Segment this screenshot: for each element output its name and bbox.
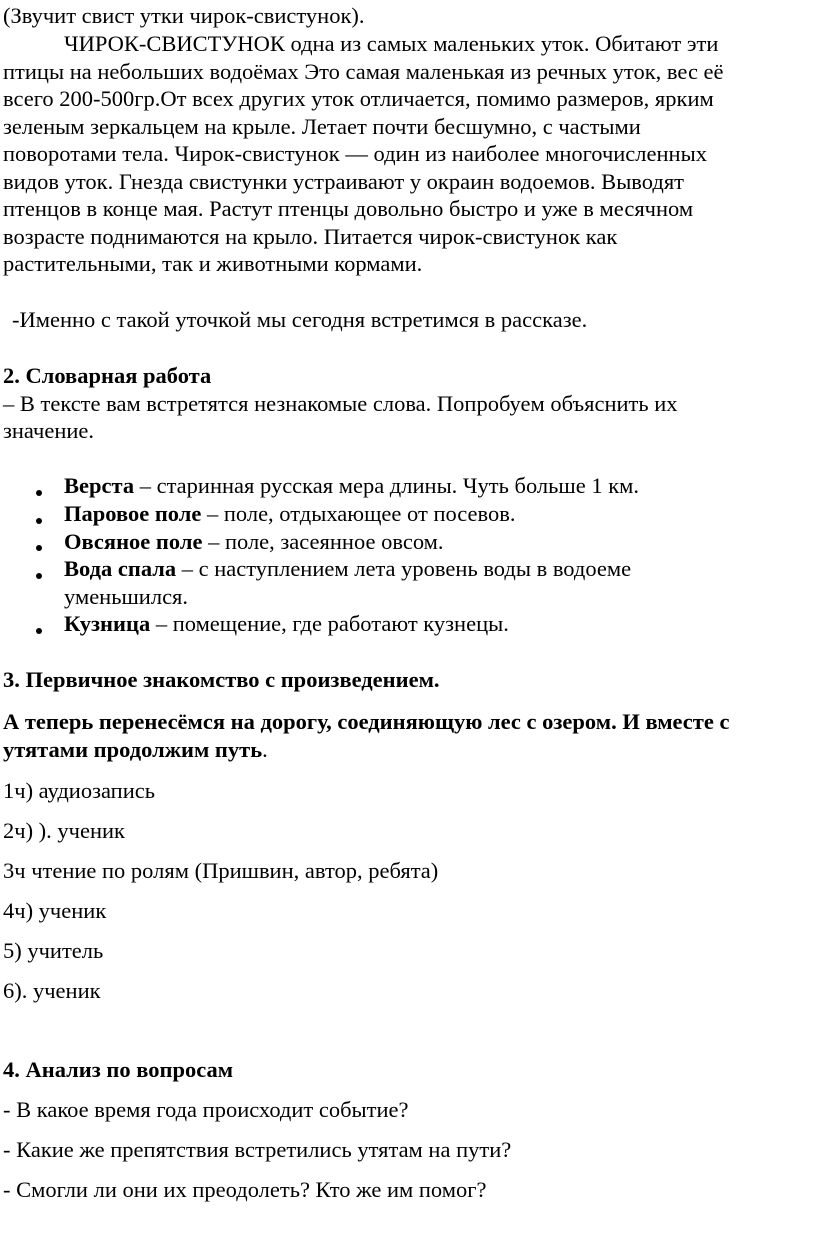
paragraph-line: растительными, так и животными кормами. — [3, 251, 423, 276]
bullet-icon — [36, 490, 42, 496]
bullet-icon — [36, 628, 42, 634]
paragraph-line: птицы на небольших водоёмах Это самая маленькая из речных уток, вес её — [3, 58, 724, 84]
paragraph-line: видов уток. Гнезда свистунки устраивают у окраин водоемов. Выводят — [3, 168, 685, 194]
reading-part: 4ч) ученик — [3, 898, 107, 923]
section-heading: 4. Анализ по вопросам — [3, 1057, 234, 1082]
bullet-icon — [36, 573, 42, 579]
paragraph-line: поворотами тела. Чирок-свистунок — один из наиболее многочисленных — [3, 141, 707, 166]
list-item: Паровое поле – поле, отдыхающее от посевов. — [64, 501, 516, 526]
paragraph-line: ЧИРОК-СВИСТУНОК одна из самых маленьких уток. Обитают эти — [64, 31, 719, 56]
paragraph-line: птенцов в конце мая. Растут птенцы довольно быстро и уже в месячном — [3, 196, 694, 221]
bullet-icon — [36, 545, 42, 551]
meeting-line: -Именно с такой уточкой мы сегодня встретимся в рассказе. — [12, 307, 588, 332]
paragraph-line: возрасте поднимаются на крыло. Питается чирок-свистунок как — [3, 223, 618, 249]
bullet-icon — [36, 518, 42, 524]
reading-part: 2ч) ). ученик — [3, 818, 125, 843]
question: - В какое время года происходит событие? — [3, 1097, 409, 1122]
bold-instruction: А теперь перенесёмся на дорогу, соединяющую лес с озером. И вместе с — [3, 709, 730, 734]
question: - Какие же препятствия встретились утятам на пути? — [3, 1137, 512, 1162]
reading-part: 5) учитель — [3, 938, 104, 963]
reading-part: 6). ученик — [3, 978, 101, 1003]
section-heading: 2. Словарная работа — [3, 363, 212, 388]
list-item: Кузница – помещение, где работают кузнецы. — [64, 611, 509, 636]
question: - Смогли ли они их преодолеть? Кто же им помог? — [3, 1177, 487, 1202]
vocabulary-lead: значение. — [3, 418, 95, 443]
bold-instruction: утятами продолжим путь. — [3, 736, 268, 762]
reading-part: 1ч) аудиозапись — [3, 778, 156, 803]
list-item: Овсяное поле – поле, засеянное овсом. — [64, 528, 444, 554]
section-heading: 3. Первичное знакомство с произведением. — [3, 667, 440, 692]
reading-part: 3ч чтение по ролям (Пришвин, автор, ребята) — [3, 858, 439, 883]
list-item: Верста – старинная русская мера длины. Чуть больше 1 км. — [64, 473, 640, 498]
paragraph-line: зеленым зеркальцем на крыле. Летает почти бесшумно, с частыми — [3, 113, 641, 139]
list-item-continuation: уменьшился. — [64, 583, 189, 609]
list-item: Вода спала – с наступлением лета уровень воды в водоеме — [64, 556, 632, 581]
vocabulary-lead: – В тексте вам встретятся незнакомые слова. Попробуем объяснить их — [3, 390, 678, 416]
paragraph-line: всего 200-500гр.От всех других уток отличается, помимо размеров, ярким — [3, 86, 714, 111]
sound-note: (Звучит свист утки чирок-свистунок). — [3, 3, 365, 28]
